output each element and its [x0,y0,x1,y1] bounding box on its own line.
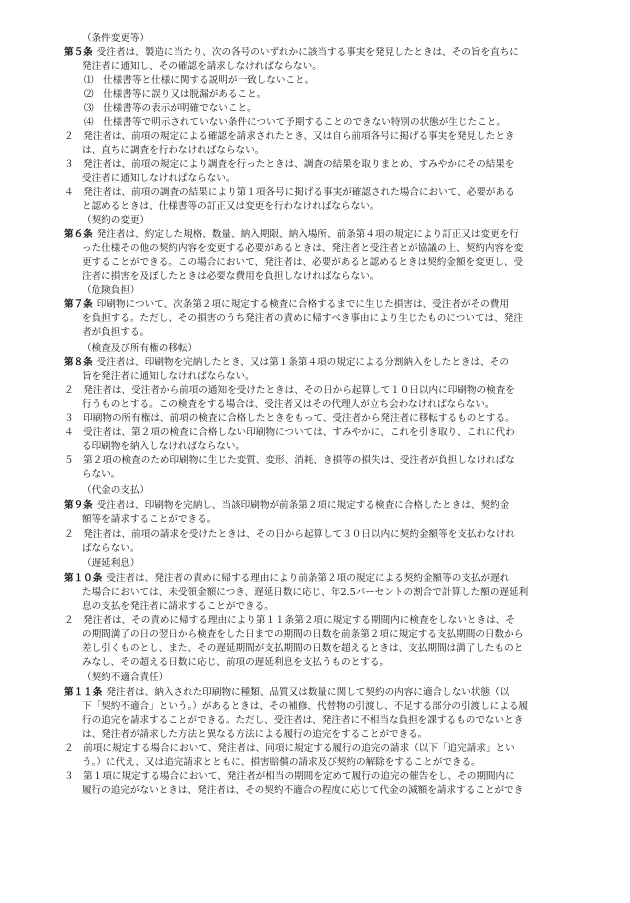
article-9-number: 第９条 [64,500,93,511]
article-7-line-3: 者が負担する。 [82,327,150,338]
article-5-number: 第５条 [64,47,93,58]
article-11-para-3-line-2: 履行の追完がないときは、発注者は、その契約不適合の程度に応じて代金の減額を請求することができ [82,785,524,796]
article-5-para-2-line-2: は、直ちに調査を行わなければならない。 [82,145,265,156]
article-11-caption: （契約不適合責任） [82,672,169,683]
article-5-para-4-line-1: ４ 発注者は、前項の調査の結果により第１項各号に掲げる事実が確認された場合において、必要がある [64,187,515,198]
article-9-line-2: 額等を請求することができる。 [82,514,217,525]
article-5-item-2: ⑵ 仕様書等に誤り又は脱漏があること。 [84,89,267,100]
article-6-line-4: 注者に損害を及ぼしたときは必要な費用を負担しなければならない。 [82,271,380,282]
article-8-line-1 [64,356,584,370]
article-11-text-1: 発注者は、納入された印刷物に種類、品質又は数量に関して契約の内容に適合しない状態（以 [106,687,510,698]
article-11-para-3-line-1: ３ 第１項に規定する場合において、発注者が相当の期間を定めて履行の追完の催告をし、その期間内に [64,771,515,782]
article-5-line-2: 発注者に通知し、その確認を請求しなければならない。 [82,61,322,72]
article-5-para-4-line-2: と認めるときは、仕様書等の訂正又は変更を行わなければならない。 [82,201,380,212]
article-11-number: 第１１条 [64,687,103,698]
article-5-para-3-line-2: 受注者に通知しなければならない。 [82,173,236,184]
article-8-para-2-line-1: ２ 発注者は、受注者から前項の通知を受けたときは、その日から起算して１０日以内に印刷物の検査を [64,385,515,396]
article-9-caption: （代金の支払） [82,485,150,496]
article-5-caption: （条件変更等） [82,33,150,44]
article-10-para-2-line-2: の期間満了の日の翌日から検査をした日までの期間の日数を前条第２項に規定する支払期間の日数から [82,629,524,640]
article-11-line-3: 行の追完を請求することができる。ただし、受注者は、発注者に不相当な負担を課するものでないとき [82,715,524,726]
article-7-text-1: 印刷物について、次条第２項に規定する検査に合格するまでに生じた損害は、受注者がその費用 [96,299,509,310]
article-11-line-1 [64,686,584,700]
article-10-caption: （遅延利息） [82,558,140,569]
article-8-para-2-line-2: 行うものとする。この検査をする場合は、受注者又はその代理人が立ち会わなければならない。 [82,399,495,410]
article-7-line-1 [64,298,584,312]
article-8-text-1: 受注者は、印刷物を完納したとき、又は第１条第４項の規定による分割納入をしたときは、その [96,357,509,368]
article-8-caption: （検査及び所有権の移転） [82,343,198,354]
article-7-number: 第７条 [64,299,93,310]
article-6-text-1: 発注者は、約定した規格、数量、納入期限、納入場所、前条第４項の規定により訂正又は変更を行 [96,229,519,240]
article-8-para-4-line-2: る印刷物を納入しなければならない。 [82,441,246,452]
article-11-line-2: 下「契約不適合」という。）があるときは、その補修、代替物の引渡し、不足する部分の引渡しによる履 [82,701,529,712]
article-8-line-2: 旨を発注者に通知しなければならない。 [82,371,255,382]
article-5-line-1 [64,46,584,60]
article-5-item-4: ⑷ 仕様書等で明示されていない条件について予期することのできない特別の状態が生じたこと。 [84,117,506,128]
article-11-para-2-line-2: う。）に代え、又は追完請求とともに、損害賠償の請求及び契約の解除をすることができる。 [82,757,481,768]
article-9-para-2-line-1: ２ 発注者は、前項の請求を受けたときは、その日から起算して３０日以内に契約金額等を支払わなけれ [64,529,515,540]
article-6-number: 第６条 [64,229,93,240]
article-6-line-3: 更することができる。この場合において、発注者は、必要があると認めるときは契約金額を変更し、受 [82,257,524,268]
article-10-para-2-line-1: ２ 発注者は、その責めに帰する理由により第１１条第２項に規定する期間内に検査をしないときは、そ [64,615,515,626]
article-10-line-1 [64,572,584,586]
article-6-line-1 [64,228,584,242]
article-10-para-2-line-3: 差し引くものとし、また、その遅延期間が支払期間の日数を超えるときは、支払期間は満了したものと [82,643,524,654]
article-6-line-2: った仕様その他の契約内容を変更する必要があるときは、発注者と受注者とが協議の上、契約内容を変 [82,243,524,254]
article-5-para-2-line-1: ２ 発注者は、前項の規定による確認を請求されたとき、又は自ら前項各号に掲げる事実を発見したとき [64,131,515,142]
article-9-text-1: 受注者は、印刷物を完納し、当該印刷物が前条第２項に規定する検査に合格したときは、契約金 [96,500,510,511]
article-8-para-3-line-1: ３ 印刷物の所有権は、前項の検査に合格したときをもって、受注者から発注者に移転するものとする。 [64,413,515,424]
article-8-number: 第８条 [64,357,93,368]
article-8-para-5-line-1: ５ 第２項の検査のため印刷物に生じた変質、変形、消耗、き損等の損失は、受注者が負担しなければな [64,455,515,466]
article-5-text-1: 受注者は、製造に当たり、次の各号のいずれかに該当する事実を発見したときは、その旨を直ちに [96,47,519,58]
article-10-para-2-line-4: みなし、その超える日数に応じ、前項の遅延利息を支払うものとする。 [82,657,389,668]
article-10-line-2: た場合においては、未受領金額につき、遅延日数に応じ、年2.5パーセントの割合で計算した額の遅延利 [82,587,529,598]
article-8-para-4-line-1: ４ 受注者は、第２項の検査に合格しない印刷物については、すみやかに、これを引き取り、これに代わ [64,427,515,438]
article-10-number: 第１０条 [64,573,103,584]
article-11-line-4: は、発注者が請求した方法と異なる方法による履行の追完をすることができる。 [82,729,428,740]
article-10-text-1: 受注者は、発注者の責めに帰する理由により前条第２項の規定による契約金額等の支払が遅れ [106,573,510,584]
article-5-item-1: ⑴ 仕様書等と仕様に関する説明が一致しないこと。 [84,75,315,86]
article-9-para-2-line-2: ばならない。 [82,543,140,554]
article-7-line-2: を負担する。ただし、その損害のうち発注者の責めに帰すべき事由により生じたものについては、発注 [82,313,523,324]
article-8-para-5-line-2: らない。 [82,469,121,480]
article-9-line-1 [64,499,584,513]
article-6-caption: （契約の変更） [82,215,150,226]
article-5-item-3: ⑶ 仕様書等の表示が明確でないこと。 [84,103,257,114]
article-7-caption: （危険負担） [82,285,140,296]
article-5-para-3-line-1: ３ 発注者は、前項の規定により調査を行ったときは、調査の結果を取りまとめ、すみやかにその結果を [64,159,515,170]
article-11-para-2-line-1: ２ 前項に規定する場合において、発注者は、同項に規定する履行の追完の請求（以下「追完請求」とい [64,743,515,754]
article-10-line-3: 息の支払を発注者に請求することができる。 [82,601,274,612]
